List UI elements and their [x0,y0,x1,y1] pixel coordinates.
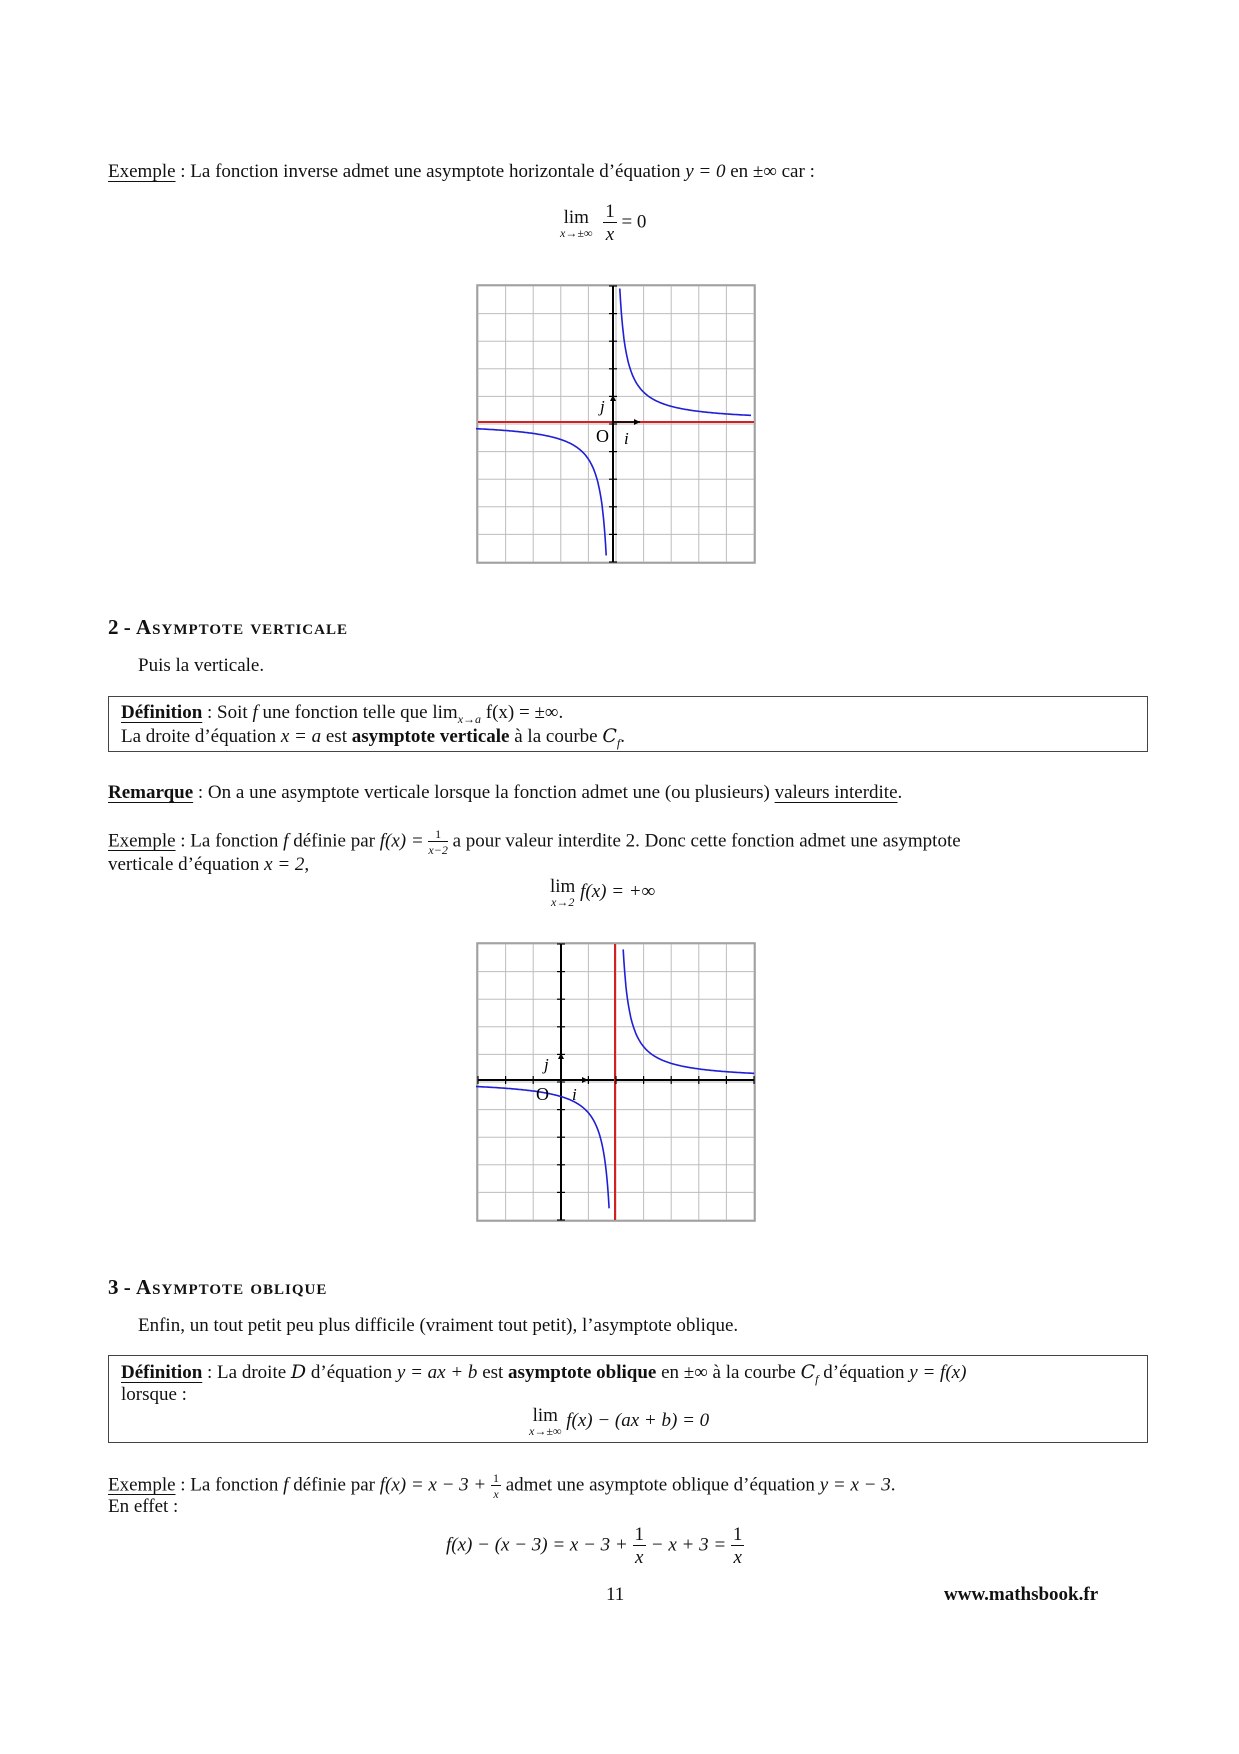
lim-word: lim [532,1405,558,1426]
ex-text: : La fonction [175,830,284,852]
def-lim-sub: x→a [457,711,482,726]
curve-left-branch [476,1087,609,1209]
example-text: : La fonction inverse admet une asymptote horizontale d’équation [175,161,686,182]
origin-label: O [536,1084,549,1104]
section-title: Asymptote oblique [136,1275,328,1299]
ex-eq: x = 2 [264,854,305,875]
ex-fraction [491,1472,501,1500]
vector-i-label: i [624,429,629,448]
ex-text: définie par [288,830,380,852]
def-eq: y = ax + b [396,1362,478,1383]
def-strong: asymptote oblique [508,1362,657,1383]
def-curve: C [602,725,617,747]
vector-j-label: j [544,1055,549,1074]
ex-fx: f(x) = x − 3 + [379,1474,491,1496]
def-curve-sub: f [616,735,621,750]
section-number: 3 - [108,1275,136,1299]
section-3-intro: Enfin, un tout petit peu plus difficile (vraiment tout petit), l’asymptote oblique. [138,1315,739,1336]
def-strong: asymptote verticale [351,726,510,747]
site-url: www.mathsbook.fr [944,1584,1099,1605]
def-text: La droite d’équation [121,726,281,747]
definition-box-vertical [108,696,1148,752]
definition-line-2: lorsque : [121,1384,187,1405]
fraction [603,202,617,244]
oblique-computation [446,1525,744,1567]
fraction-denominator: x [635,1547,644,1568]
ex-text: admet une asymptote oblique d’équation [500,1474,820,1496]
graph-vertical-asymptote [476,942,756,1222]
definition-limit [529,1406,709,1437]
lim-word: lim [563,206,589,228]
lim-word: lim [550,876,576,897]
example-3-line-1 [108,1472,895,1500]
remark-text: : On a une asymptote verticale lorsque la fonction admet une (ou plusieurs) [193,782,775,803]
example-label: Exemple [108,830,176,852]
fraction-denominator: x [733,1547,742,1568]
ex-eq: y = x − 3 [819,1474,891,1496]
definition-line-2 [121,724,625,755]
section-3-heading [108,1275,327,1299]
ex-frac-den: x−2 [428,843,448,857]
def-curve-sub: f [815,1371,819,1386]
def-text: une fonction telle que lim [257,702,458,723]
lim-subscript: x→±∞ [529,1424,562,1438]
remark-tail: . [897,782,903,803]
example-label: Exemple [108,1474,176,1496]
lim-rhs: = 0 [621,211,647,233]
origin-label: O [596,426,609,446]
example-equation: y = 0 [685,161,726,182]
ex-f: f [283,1474,289,1496]
ex-text: verticale d’équation [108,854,265,875]
section-title: Asymptote verticale [136,615,348,639]
vector-j-label: j [600,397,605,416]
computation-lhs: f(x) − (x − 3) = x − 3 + [446,1534,633,1556]
remark-label: Remarque [108,782,194,803]
limit-formula-1 [560,202,646,244]
fraction-denominator: x [605,224,615,245]
lim-subscript: x→2 [551,895,575,909]
def-text: à la courbe [509,726,603,747]
lim-expression: f(x) − (ax + b) = 0 [561,1409,710,1431]
ex-text: définie par [288,1474,380,1496]
def-eq: x = a [280,726,322,747]
def-eq2: y = f(x) [909,1362,967,1383]
fraction-numerator: 1 [605,201,615,222]
ex-frac-num: 1 [492,1471,499,1485]
section-2-intro: Puis la verticale. [138,655,265,676]
def-text: en ±∞ à la courbe [656,1362,801,1383]
remark-line [108,781,902,805]
fraction-2 [731,1525,745,1567]
remark-underlined: valeurs interdite [774,782,898,803]
ex-text: , [304,854,310,875]
fraction-numerator: 1 [732,1524,743,1545]
example-3-line-2: En effet : [108,1496,179,1517]
definition-line-1 [121,1360,1137,1391]
def-text: est [321,726,352,747]
ex-text: : La fonction [175,1474,284,1496]
lim-expression: f(x) = +∞ [575,880,656,902]
lim-subscript: x→±∞ [560,225,593,240]
def-text: d’équation [306,1362,397,1383]
def-text: est [477,1362,509,1383]
ex-fx: f(x) = [379,830,429,852]
example-2-line-2 [108,853,309,877]
def-text: : La droite [202,1362,291,1383]
fraction-numerator: 1 [634,1524,644,1545]
example-1-line [108,160,815,184]
ex-frac-num: 1 [428,828,447,842]
definition-label: Définition [121,1362,203,1383]
vector-i-label: i [572,1085,577,1104]
def-text: f(x) = ±∞. [481,702,564,723]
curve-left-branch [476,429,606,556]
definition-label: Définition [121,702,203,723]
ex-fraction [428,828,447,856]
section-2-heading [108,615,348,639]
def-text: d’équation [818,1362,910,1383]
example-label: Exemple [108,161,176,182]
limit-formula-2 [550,877,655,908]
def-text: . [620,726,625,747]
def-f: f [252,702,258,723]
def-line-D: D [290,1361,307,1383]
ex-text: a pour valeur interdite 2. Donc cette fonction admet une asymptote [447,830,961,852]
section-number: 2 - [108,615,136,639]
fraction-1 [633,1525,647,1567]
def-curve: C [800,1361,816,1383]
ex-frac-den: x [493,1487,499,1501]
ex-text: . [890,1474,896,1496]
graph-inverse-function [476,284,756,564]
example-tail: en ±∞ car : [725,161,815,182]
example-2-line-1 [108,828,961,856]
computation-mid: − x + 3 = [646,1534,731,1556]
definition-box-oblique [108,1355,1148,1443]
def-text: : Soit [202,702,253,723]
ex-f: f [283,830,289,852]
page-number: 11 [606,1584,625,1605]
